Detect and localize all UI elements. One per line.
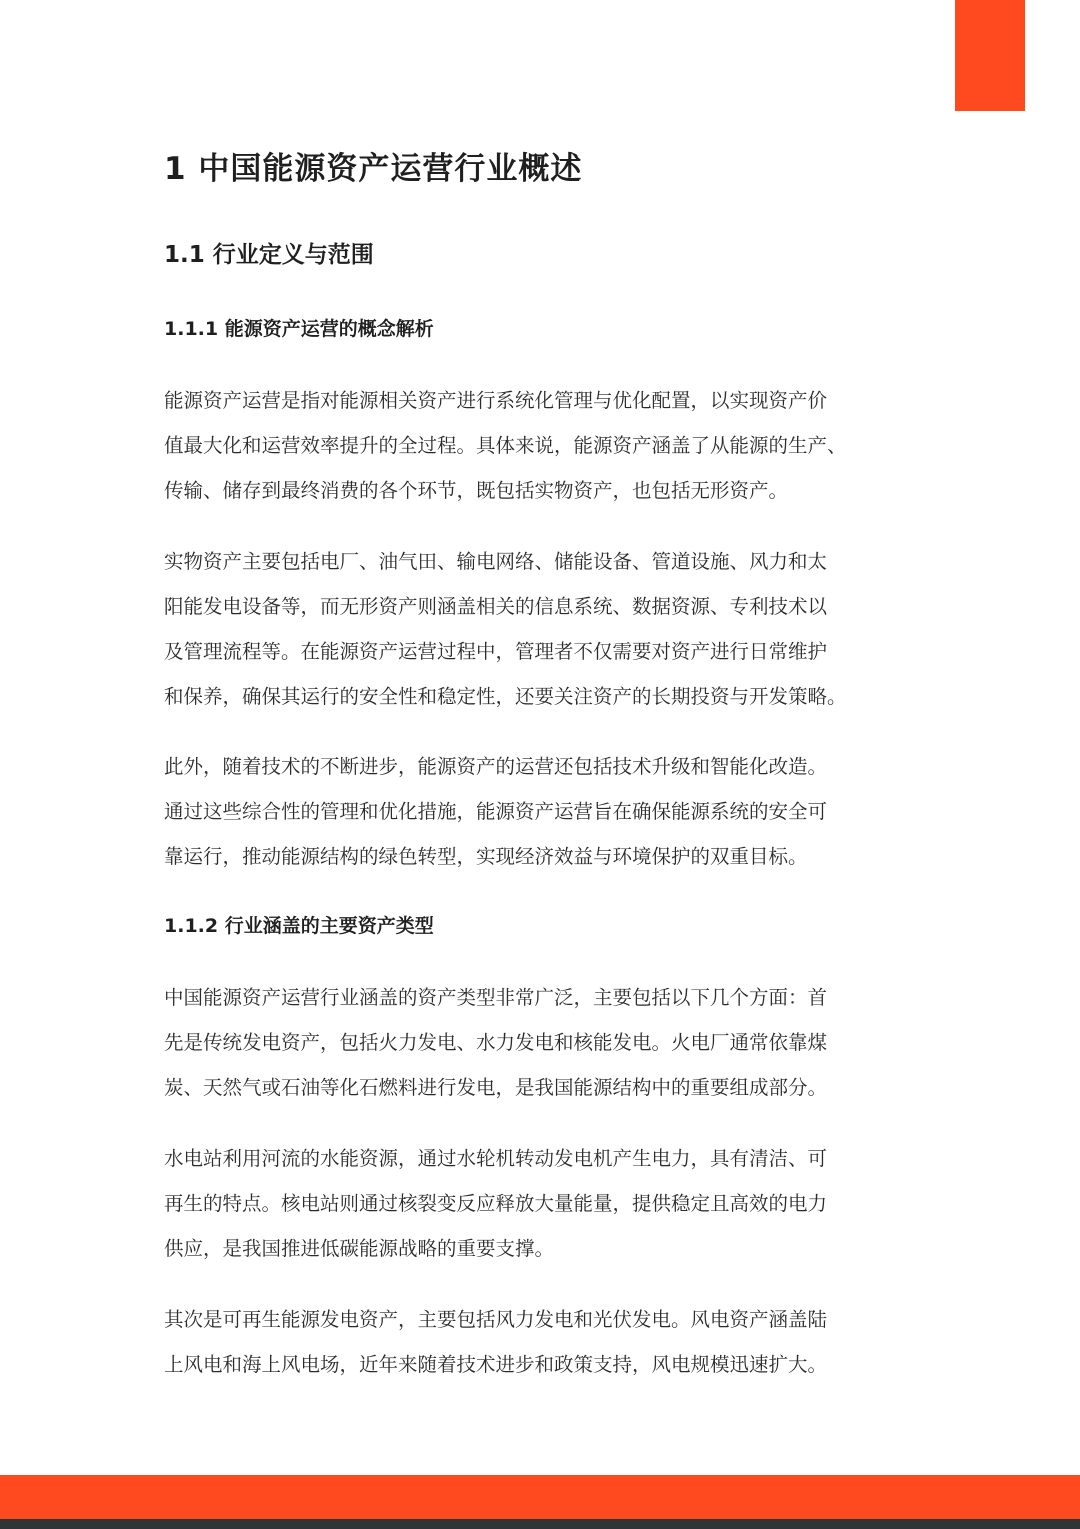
paragraph bbox=[164, 975, 924, 1110]
paragraph-line: 此外，随着技术的不断进步，能源资产的运营还包括技术升级和智能化改造。 bbox=[164, 755, 828, 778]
paragraph-line: 其次是可再生能源发电资产，主要包括风力发电和光伏发电。风电资产涵盖陆 bbox=[164, 1308, 828, 1331]
subsection-title-2: 1.1.2 行业涵盖的主要资产类型 bbox=[164, 915, 434, 937]
corner-accent-tab bbox=[955, 0, 1025, 111]
paragraph-line: 实物资产主要包括电厂、油气田、输电网络、储能设备、管道设施、风力和太 bbox=[164, 550, 828, 573]
paragraph bbox=[164, 539, 924, 719]
paragraph-line: 传输、储存到最终消费的各个环节，既包括实物资产，也包括无形资产。 bbox=[164, 479, 789, 502]
paragraph-line: 能源资产运营是指对能源相关资产进行系统化管理与优化配置，以实现资产价 bbox=[164, 389, 828, 412]
paragraph-line: 靠运行，推动能源结构的绿色转型，实现经济效益与环境保护的双重目标。 bbox=[164, 845, 808, 868]
paragraph-line: 水电站利用河流的水能资源，通过水轮机转动发电机产生电力，具有清洁、可 bbox=[164, 1147, 828, 1170]
footer-accent-bar bbox=[0, 1475, 1080, 1519]
chapter-title: 1 中国能源资产运营行业概述 bbox=[164, 151, 583, 187]
paragraph bbox=[164, 744, 924, 879]
paragraph-line: 再生的特点。核电站则通过核裂变反应释放大量能量，提供稳定且高效的电力 bbox=[164, 1192, 828, 1215]
paragraph-line: 通过这些综合性的管理和优化措施，能源资产运营旨在确保能源系统的安全可 bbox=[164, 800, 828, 823]
paragraph-line: 先是传统发电资产，包括火力发电、水力发电和核能发电。火电厂通常依靠煤 bbox=[164, 1031, 828, 1054]
subsection-title-1: 1.1.1 能源资产运营的概念解析 bbox=[164, 318, 434, 340]
paragraph-line: 炭、天然气或石油等化石燃料进行发电，是我国能源结构中的重要组成部分。 bbox=[164, 1076, 828, 1099]
footer-dark-strip bbox=[0, 1519, 1080, 1529]
paragraph-line: 中国能源资产运营行业涵盖的资产类型非常广泛，主要包括以下几个方面：首 bbox=[164, 986, 828, 1009]
paragraph-line: 和保养，确保其运行的安全性和稳定性，还要关注资产的长期投资与开发策略。 bbox=[164, 685, 847, 708]
paragraph bbox=[164, 1297, 924, 1387]
paragraph bbox=[164, 1136, 924, 1271]
paragraph-line: 上风电和海上风电场，近年来随着技术进步和政策支持，风电规模迅速扩大。 bbox=[164, 1353, 828, 1376]
paragraph-line: 供应，是我国推进低碳能源战略的重要支撑。 bbox=[164, 1237, 555, 1260]
paragraph-line: 及管理流程等。在能源资产运营过程中，管理者不仅需要对资产进行日常维护 bbox=[164, 640, 828, 663]
paragraph-line: 阳能发电设备等，而无形资产则涵盖相关的信息系统、数据资源、专利技术以 bbox=[164, 595, 828, 618]
paragraph bbox=[164, 378, 924, 513]
paragraph-line: 值最大化和运营效率提升的全过程。具体来说，能源资产涵盖了从能源的生产、 bbox=[164, 434, 847, 457]
section-title: 1.1 行业定义与范围 bbox=[164, 242, 374, 268]
